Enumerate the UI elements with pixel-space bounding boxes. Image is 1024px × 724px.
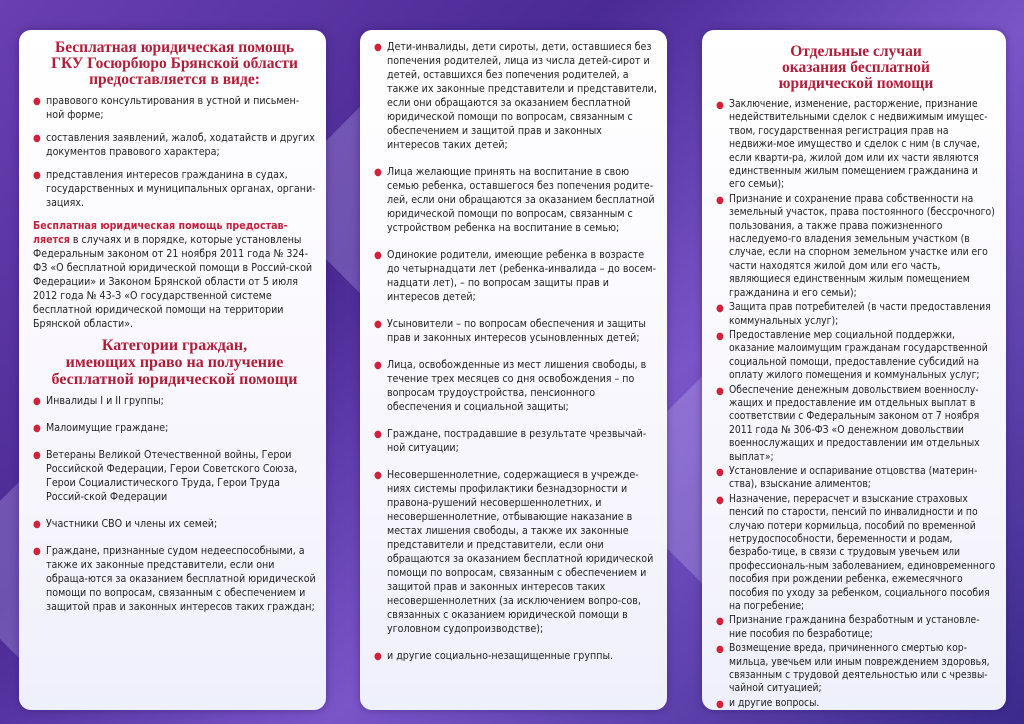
list-item: ● Предоставление мер социальной поддержки, оказание малоимущим гражданам государственной социальной помощи, предоставление субсидий на оплату жилого помещения и коммунальных услуг;: [716, 328, 988, 382]
bullet-icon: ●: [33, 396, 41, 407]
list-item: ● Возмещение вреда, причиненного смертью кор-мильца, увечьем или иным повреждением здоровья, связанным с трудовой деятельностью или с чрезвы-чайной ситуацией;: [716, 642, 990, 695]
bullet-icon: ●: [716, 466, 724, 478]
list-item: ● представления интересов гражданина в судах, государственных и муниципальных органах, органи-зациях.: [33, 169, 316, 209]
list-item: ● Лица желающие принять на воспитание в свою семью ребенка, оставшегося без попечения родите-лей, если они обращаются за оказанием бесплатной юридической помощи по вопросам, связанным с устройством ребенка на воспитание в семью;: [374, 166, 655, 234]
list-item: ● Назначение, перерасчет и взыскание страховых пенсий по старости, пенсий по инвалидности и по случаю потери кормильца, пособий по временной нетрудоспособности, беременности и родам, безрабо-тице, в связи с трудовым увечьем или профессиональ-ным заболеванием, единовременного пособия при рождении ребенка, ежемесячного пособия по уходу за ребенком, социального пособия на погребение;: [716, 492, 996, 613]
panel-legal-aid-forms: [19, 30, 326, 710]
bullet-icon: ●: [374, 250, 382, 261]
list-item: ● Лица, освобожденные из мест лишения свободы, в течение трех месяцев со дня освобождения – по вопросам трудоустройства, пенсионного обеспечения и социальной защиты;: [374, 359, 647, 413]
list-item: ● Заключение, изменение, расторжение, признание недействительными сделок с недвижимым имущес-твом, государственная регистрация прав на недвижи-мое имущество и сделок с ним (в случае, если кварти-ра, жилой дом или их части являются единственным жилым помещением гражданина и его семьи);: [716, 98, 988, 191]
bullet-icon: ●: [33, 170, 41, 181]
list-item: ● составления заявлений, жалоб, ходатайств и других документов правового характера;: [33, 132, 315, 158]
forms-title: Бесплатная юридическая помощь ГКУ Госюрбюро Брянской области предоставляется в виде:: [51, 39, 298, 88]
list-item: ● Одинокие родители, имеющие ребенка в возрасте до четырнадцати лет (ребенка-инвалида – до восем-надцати лет), – по вопросам защиты прав и интересов детей;: [374, 249, 657, 303]
list-item: ● Признание и сохранение права собственности на земельный участок, права постоянного (бессрочного) пользования, а также права пожизненного наследуемо-го владения земельным участком (в случае, если на спорном земельном участке или его части находятся жилой дом или его часть, являющиеся единственным жилым помещением гражданина и его семьи);: [716, 192, 995, 299]
legal-basis-paragraph: Бесплатная юридическая помощь предостав-ляется в случаях и в порядке, которые установлены Федеральным законом от 21 ноября 2011 года № 324-ФЗ «О бесплатной юридической помощи в Россий-ской Федерации» и Законом Брянской области от 5 июля 2012 года № 43-З «О государственной системе бесплатной юридической помощи на территории Брянской области».: [33, 220, 313, 330]
bullet-icon: ●: [716, 330, 724, 342]
list-item: ● Установление и оспаривание отцовства (материн-ства), взыскание алиментов;: [716, 464, 978, 491]
list-item: ● правового консультирования в устной и письмен-ной форме;: [33, 95, 300, 121]
bullet-icon: ●: [374, 167, 382, 178]
list-item: ● Признание гражданина безработным и установле-ние пособия по безработице;: [716, 614, 980, 640]
bullet-icon: ●: [716, 385, 724, 397]
categories-title: Категории граждан, имеющих право на получение бесплатной юридической помощи: [51, 337, 298, 388]
list-item: ● Дети-инвалиды, дети сироты, дети, оставшиеся без попечения родителей, лица из числа детей-сирот и детей, оставшихся без попечения родителей, а также их законные представители и представители, если они обращаются за оказанием бесплатной юридической помощи по вопросам, связанным с обеспечением и защитой прав и законных интересов таких детей;: [374, 41, 657, 151]
list-item: ● Граждане, пострадавшие в результате чрезвычай-ной ситуации;: [374, 428, 647, 454]
bullet-icon: ●: [374, 319, 382, 330]
list-item: ● Защита прав потребителей (в части предоставления коммунальных услуг);: [716, 301, 991, 327]
cases-title: Отдельные случаи оказания бесплатной юридической помощи: [778, 43, 934, 92]
list-item: ● Несовершеннолетние, содержащиеся в учрежде-ниях системы профилактики безнадзорности и правона-рушений несовершеннолетних, и несовершеннолетние, отбывающие наказание в местах лишения свободы, а также их законные представители и представители, если они обращаются за оказанием бесплатной юридической помощи по вопросам, связанным с обеспечением и защитой прав и законных интересов таких несовершеннолетних (за исключением вопро-сов, связанных с оказанием юридической помощи в уголовном судопроизводстве);: [374, 469, 654, 635]
list-item: ● Участники СВО и члены их семей;: [33, 518, 218, 530]
bullet-icon: ●: [33, 96, 41, 107]
bullet-icon: ●: [716, 616, 724, 628]
bullet-icon: ●: [716, 494, 724, 506]
bullet-icon: ●: [374, 470, 382, 481]
panel-specific-cases: [702, 30, 1006, 710]
bullet-icon: ●: [374, 651, 382, 662]
bullet-icon: ●: [33, 519, 41, 530]
bullet-icon: ●: [33, 423, 41, 434]
list-item: ● Усыновители – по вопросам обеспечения и защиты прав и законных интересов усыновленных детей;: [374, 318, 646, 344]
list-item: ● и другие вопросы.: [716, 696, 820, 710]
bullet-icon: ●: [716, 194, 724, 206]
list-item: ● Ветераны Великой Отечественной войны, Герои Российской Федерации, Герои Советского Союза, Герои Социалистического Труда, Герои Труда Россий-ской Федерации: [33, 449, 298, 503]
bullet-icon: ●: [716, 698, 724, 710]
panel-categories-continued: [360, 30, 667, 710]
list-item: ● Инвалиды I и II группы;: [33, 395, 164, 407]
list-item: ● Малоимущие граждане;: [33, 422, 169, 434]
bullet-icon: ●: [374, 429, 382, 440]
list-item: ● и другие социально-незащищенные группы.: [374, 650, 614, 662]
bullet-icon: ●: [374, 360, 382, 371]
bullet-icon: ●: [716, 100, 724, 111]
bullet-icon: ●: [33, 546, 41, 557]
bullet-icon: ●: [716, 303, 724, 315]
list-item: ● Граждане, признанные судом недееспособными, а также их законные представители, если они обраща-ются за оказанием бесплатной юридической помощи по вопросам, связанным с обеспечением и защитой прав и законных интересов таких граждан;: [33, 545, 316, 613]
bullet-icon: ●: [374, 42, 382, 53]
bullet-icon: ●: [33, 133, 41, 144]
bullet-icon: ●: [33, 450, 41, 461]
bullet-icon: ●: [716, 644, 724, 656]
list-item: ● Обеспечение денежным довольствием военнослу-жащих и предоставление им отдельных выплат в соответствии с Федеральным законом от 7 ноября 2011 года № 306-ФЗ «О денежном довольствии военнослужащих и предоставлении им отдельных выплат»;: [716, 383, 980, 463]
